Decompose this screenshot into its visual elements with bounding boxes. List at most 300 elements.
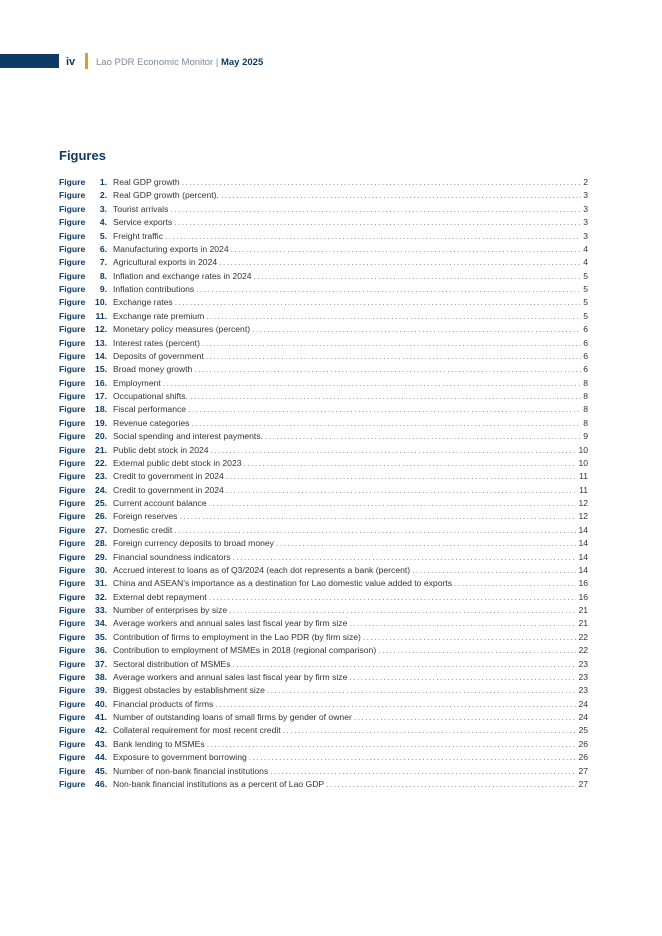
page-ref: 27 bbox=[578, 765, 588, 776]
page-ref: 8 bbox=[583, 404, 588, 415]
page-ref: 2 bbox=[583, 177, 588, 187]
figure-word: Figure bbox=[59, 230, 86, 241]
figure-number: 11. bbox=[95, 310, 107, 321]
header-divider bbox=[85, 53, 88, 69]
figure-word: Figure bbox=[59, 243, 86, 254]
figure-title: Exchange rates bbox=[113, 297, 173, 308]
figure-word: Figure bbox=[59, 377, 86, 388]
toc-entry[interactable] bbox=[59, 310, 588, 323]
figure-title: Real GDP growth (percent). bbox=[113, 190, 219, 201]
figure-word: Figure bbox=[59, 417, 86, 428]
figure-number: 10. bbox=[95, 297, 107, 308]
figure-number: 17. bbox=[95, 391, 107, 401]
figure-number: 20. bbox=[95, 431, 107, 442]
figure-label bbox=[59, 564, 113, 577]
figure-word: Figure bbox=[59, 284, 86, 294]
figure-title: External public debt stock in 2023 bbox=[113, 457, 242, 468]
dot-leader bbox=[326, 778, 576, 791]
page-ref: 4 bbox=[583, 257, 588, 268]
figure-title: Manufacturing exports in 2024 bbox=[113, 243, 229, 254]
figure-title: Inflation contributions bbox=[113, 284, 195, 294]
figure-title: Tourist arrivals bbox=[113, 203, 169, 214]
figure-label bbox=[59, 591, 113, 604]
figure-label bbox=[59, 350, 113, 363]
figure-label bbox=[59, 323, 113, 336]
figure-label bbox=[59, 631, 113, 644]
figure-label bbox=[59, 189, 113, 202]
toc-entry[interactable] bbox=[59, 644, 588, 657]
toc-entry[interactable] bbox=[59, 403, 588, 416]
figure-label bbox=[59, 751, 113, 764]
figure-number: 22. bbox=[95, 457, 107, 468]
figure-title: Service exports bbox=[113, 217, 173, 228]
figure-label bbox=[59, 390, 113, 403]
figure-number: 41. bbox=[95, 712, 107, 722]
figure-label bbox=[59, 711, 113, 724]
dot-leader bbox=[349, 617, 576, 630]
figure-title: Number of enterprises by size bbox=[113, 605, 228, 615]
figure-number: 21. bbox=[95, 444, 107, 455]
dot-leader bbox=[454, 577, 576, 590]
figure-title: Average workers and annual sales last fiscal year by firm size bbox=[113, 618, 348, 629]
figure-title: Fiscal performance bbox=[113, 404, 187, 415]
figure-word: Figure bbox=[59, 778, 86, 789]
page-ref: 21 bbox=[578, 618, 588, 629]
toc-entry[interactable] bbox=[59, 323, 588, 336]
figure-number: 35. bbox=[95, 631, 107, 642]
figure-number: 14. bbox=[95, 350, 107, 361]
dot-leader bbox=[174, 216, 581, 229]
figure-number: 29. bbox=[95, 551, 107, 562]
figure-number: 42. bbox=[95, 725, 107, 736]
figure-word: Figure bbox=[59, 190, 86, 201]
page-number: iv bbox=[66, 56, 76, 68]
dot-leader bbox=[233, 658, 577, 671]
figure-word: Figure bbox=[59, 484, 86, 495]
dot-leader bbox=[194, 363, 581, 376]
toc-entry[interactable] bbox=[59, 631, 588, 644]
dot-leader bbox=[267, 684, 577, 697]
dot-leader bbox=[283, 724, 577, 737]
figure-label bbox=[59, 363, 113, 376]
figure-word: Figure bbox=[59, 631, 86, 642]
figure-title: Occupational shifts. bbox=[113, 391, 188, 401]
figure-word: Figure bbox=[59, 658, 86, 669]
page-ref: 22 bbox=[578, 631, 588, 642]
figure-number: 36. bbox=[95, 645, 107, 656]
toc-entry[interactable] bbox=[59, 497, 588, 510]
figure-title: Foreign reserves bbox=[113, 511, 178, 522]
figure-word: Figure bbox=[59, 524, 86, 535]
toc-entry[interactable] bbox=[59, 203, 588, 216]
page-ref: 3 bbox=[583, 230, 588, 241]
page-ref: 3 bbox=[583, 217, 588, 228]
dot-leader bbox=[206, 310, 581, 323]
figure-number: 31. bbox=[95, 578, 107, 589]
figure-title: Collateral requirement for most recent credit bbox=[113, 725, 281, 736]
figure-word: Figure bbox=[59, 671, 86, 682]
page-ref: 26 bbox=[578, 738, 588, 749]
dot-leader bbox=[209, 591, 577, 604]
figure-label bbox=[59, 577, 113, 590]
figure-word: Figure bbox=[59, 404, 86, 415]
figure-label bbox=[59, 337, 113, 350]
section-title: Figures bbox=[59, 148, 106, 163]
page-ref: 5 bbox=[583, 297, 588, 308]
figure-word: Figure bbox=[59, 498, 86, 508]
dot-leader bbox=[190, 390, 581, 403]
figure-word: Figure bbox=[59, 591, 86, 602]
figure-title: Financial soundness indicators bbox=[113, 551, 231, 562]
toc-entry[interactable] bbox=[59, 176, 588, 189]
figure-title: Financial products of firms bbox=[113, 698, 214, 709]
figure-word: Figure bbox=[59, 270, 86, 281]
figure-title: Public debt stock in 2024 bbox=[113, 444, 209, 455]
figure-word: Figure bbox=[59, 297, 86, 308]
dot-leader bbox=[254, 270, 582, 283]
figure-label bbox=[59, 457, 113, 470]
header-color-bar bbox=[0, 54, 59, 68]
page-ref: 16 bbox=[578, 591, 588, 602]
figure-number: 3. bbox=[99, 203, 107, 214]
page-ref: 8 bbox=[583, 417, 588, 428]
figure-title: Average workers and annual sales last fiscal year by firm size bbox=[113, 671, 348, 682]
figure-title: Employment bbox=[113, 377, 161, 388]
figure-label bbox=[59, 444, 113, 457]
figure-number: 26. bbox=[95, 511, 107, 522]
figure-word: Figure bbox=[59, 471, 86, 482]
figure-word: Figure bbox=[59, 564, 86, 575]
figure-label bbox=[59, 765, 113, 778]
dot-leader bbox=[249, 751, 577, 764]
figure-label bbox=[59, 230, 113, 243]
figures-list bbox=[59, 176, 588, 791]
toc-entry[interactable] bbox=[59, 390, 588, 403]
toc-entry[interactable] bbox=[59, 684, 588, 697]
figure-number: 44. bbox=[95, 752, 107, 763]
page-ref: 14 bbox=[578, 524, 588, 535]
toc-entry[interactable] bbox=[59, 551, 588, 564]
figure-label bbox=[59, 671, 113, 684]
dot-leader bbox=[202, 337, 581, 350]
dot-leader bbox=[179, 510, 576, 523]
page-ref: 3 bbox=[583, 203, 588, 214]
dot-leader bbox=[215, 698, 576, 711]
page-ref: 14 bbox=[578, 564, 588, 575]
figure-label bbox=[59, 296, 113, 309]
figure-label bbox=[59, 724, 113, 737]
figure-word: Figure bbox=[59, 551, 86, 562]
figure-title: Freight traffic bbox=[113, 230, 163, 241]
figure-word: Figure bbox=[59, 457, 86, 468]
figure-title: Monetary policy measures (percent) bbox=[113, 324, 251, 335]
figure-title: Social spending and interest payments. bbox=[113, 431, 264, 442]
dot-leader bbox=[229, 604, 576, 617]
figure-label bbox=[59, 243, 113, 256]
figure-word: Figure bbox=[59, 511, 86, 522]
figure-label bbox=[59, 484, 113, 497]
figure-title: Sectoral distribution of MSMEs bbox=[113, 658, 231, 669]
figure-number: 46. bbox=[95, 778, 107, 789]
toc-entry[interactable] bbox=[59, 444, 588, 457]
toc-entry[interactable] bbox=[59, 189, 588, 202]
toc-entry[interactable] bbox=[59, 617, 588, 630]
dot-leader bbox=[175, 296, 582, 309]
toc-entry[interactable] bbox=[59, 564, 588, 577]
figure-title: Exchange rate premium bbox=[113, 310, 205, 321]
figure-label bbox=[59, 203, 113, 216]
figure-label bbox=[59, 684, 113, 697]
figure-word: Figure bbox=[59, 605, 86, 615]
page-ref: 11 bbox=[579, 484, 588, 495]
figure-title: China and ASEAN’s importance as a destination for Lao domestic value added to exports bbox=[113, 578, 453, 589]
figure-label bbox=[59, 403, 113, 416]
figure-number: 6. bbox=[99, 243, 107, 254]
figure-title: Bank lending to MSMEs bbox=[113, 738, 205, 749]
figure-number: 39. bbox=[95, 685, 107, 696]
figure-label bbox=[59, 470, 113, 483]
figure-word: Figure bbox=[59, 391, 86, 401]
figure-label bbox=[59, 216, 113, 229]
toc-entry[interactable] bbox=[59, 256, 588, 269]
toc-entry[interactable] bbox=[59, 591, 588, 604]
figure-label bbox=[59, 658, 113, 671]
dot-leader bbox=[206, 350, 581, 363]
toc-entry[interactable] bbox=[59, 537, 588, 550]
toc-entry[interactable] bbox=[59, 484, 588, 497]
page-ref: 14 bbox=[578, 551, 588, 562]
page-ref: 24 bbox=[578, 698, 588, 709]
figure-title: Real GDP growth bbox=[113, 177, 180, 187]
page-ref: 25 bbox=[578, 725, 588, 736]
figure-label bbox=[59, 551, 113, 564]
figure-number: 40. bbox=[95, 698, 107, 709]
dot-leader bbox=[349, 671, 576, 684]
toc-entry[interactable] bbox=[59, 417, 588, 430]
toc-entry[interactable] bbox=[59, 751, 588, 764]
toc-entry[interactable] bbox=[59, 738, 588, 751]
page-ref: 5 bbox=[583, 310, 588, 321]
figure-word: Figure bbox=[59, 431, 86, 442]
figure-number: 28. bbox=[95, 538, 107, 549]
figure-number: 27. bbox=[95, 524, 107, 535]
toc-entry[interactable] bbox=[59, 350, 588, 363]
page-ref: 22 bbox=[578, 645, 588, 656]
dot-leader bbox=[226, 484, 577, 497]
figure-word: Figure bbox=[59, 337, 86, 348]
page-ref: 14 bbox=[578, 538, 588, 549]
toc-entry[interactable] bbox=[59, 216, 588, 229]
figure-label bbox=[59, 417, 113, 430]
page-ref: 16 bbox=[578, 578, 588, 589]
page-ref: 23 bbox=[578, 671, 588, 682]
dot-leader bbox=[378, 644, 576, 657]
figure-word: Figure bbox=[59, 364, 86, 375]
figure-word: Figure bbox=[59, 257, 86, 268]
figure-word: Figure bbox=[59, 618, 86, 629]
figure-title: Number of outstanding loans of small firms by gender of owner bbox=[113, 712, 352, 722]
page-ref: 6 bbox=[583, 337, 588, 348]
toc-entry[interactable] bbox=[59, 270, 588, 283]
figure-word: Figure bbox=[59, 685, 86, 696]
figure-title: Inflation and exchange rates in 2024 bbox=[113, 270, 252, 281]
figure-word: Figure bbox=[59, 203, 86, 214]
page-ref: 5 bbox=[583, 270, 588, 281]
figure-number: 18. bbox=[95, 404, 107, 415]
toc-entry[interactable] bbox=[59, 577, 588, 590]
dot-leader bbox=[211, 444, 577, 457]
figure-title: Deposits of government bbox=[113, 350, 204, 361]
figure-word: Figure bbox=[59, 350, 86, 361]
toc-entry[interactable] bbox=[59, 604, 588, 617]
page-ref: 6 bbox=[583, 364, 588, 375]
figure-word: Figure bbox=[59, 444, 86, 455]
figure-title: Non-bank financial institutions as a percent of Lao GDP bbox=[113, 778, 325, 789]
toc-entry[interactable] bbox=[59, 658, 588, 671]
dot-leader bbox=[265, 430, 581, 443]
toc-entry[interactable] bbox=[59, 524, 588, 537]
figure-label bbox=[59, 698, 113, 711]
toc-entry[interactable] bbox=[59, 671, 588, 684]
figure-label bbox=[59, 176, 113, 189]
dot-leader bbox=[207, 738, 577, 751]
figure-label bbox=[59, 497, 113, 510]
figure-word: Figure bbox=[59, 752, 86, 763]
figure-number: 33. bbox=[95, 605, 107, 615]
figure-label bbox=[59, 510, 113, 523]
figure-number: 24. bbox=[95, 484, 107, 495]
page-ref: 10 bbox=[578, 457, 588, 468]
page-ref: 23 bbox=[578, 658, 588, 669]
toc-entry[interactable] bbox=[59, 430, 588, 443]
page-ref: 12 bbox=[578, 498, 588, 508]
dot-leader bbox=[270, 765, 576, 778]
dot-leader bbox=[219, 256, 581, 269]
dot-leader bbox=[191, 417, 581, 430]
figure-title: Foreign currency deposits to broad money bbox=[113, 538, 274, 549]
figure-number: 37. bbox=[95, 658, 107, 669]
figure-word: Figure bbox=[59, 217, 86, 228]
toc-entry[interactable] bbox=[59, 296, 588, 309]
toc-entry[interactable] bbox=[59, 698, 588, 711]
dot-leader bbox=[209, 497, 577, 510]
figure-label bbox=[59, 537, 113, 550]
figure-title: Revenue categories bbox=[113, 417, 190, 428]
figure-number: 38. bbox=[95, 671, 107, 682]
page-ref: 24 bbox=[578, 712, 588, 722]
toc-entry[interactable] bbox=[59, 363, 588, 376]
figure-title: Interest rates (percent) bbox=[113, 337, 200, 348]
figure-label bbox=[59, 617, 113, 630]
dot-leader bbox=[226, 470, 577, 483]
page-ref: 26 bbox=[578, 752, 588, 763]
toc-entry[interactable] bbox=[59, 470, 588, 483]
dot-leader bbox=[252, 323, 581, 336]
figure-word: Figure bbox=[59, 578, 86, 589]
figure-number: 8. bbox=[99, 270, 107, 281]
toc-entry[interactable] bbox=[59, 230, 588, 243]
figure-number: 23. bbox=[95, 471, 107, 482]
dot-leader bbox=[170, 203, 581, 216]
figure-word: Figure bbox=[59, 712, 86, 722]
dot-leader bbox=[221, 189, 581, 202]
toc-entry[interactable] bbox=[59, 765, 588, 778]
toc-entry[interactable] bbox=[59, 377, 588, 390]
dot-leader bbox=[163, 377, 581, 390]
figure-title: Accrued interest to loans as of Q3/2024 (each dot represents a bank (percent) bbox=[113, 564, 411, 575]
figure-title: Current account balance bbox=[113, 498, 207, 508]
dot-leader bbox=[354, 711, 577, 724]
figure-title: Contribution of firms to employment in the Lao PDR (by firm size) bbox=[113, 631, 361, 642]
figure-word: Figure bbox=[59, 765, 86, 776]
dot-leader bbox=[165, 230, 581, 243]
figure-number: 15. bbox=[95, 364, 107, 375]
dot-leader bbox=[231, 243, 582, 256]
dot-leader bbox=[276, 537, 576, 550]
figure-number: 13. bbox=[95, 337, 107, 348]
figure-number: 45. bbox=[95, 765, 107, 776]
figure-title: Number of non-bank financial institutions bbox=[113, 765, 269, 776]
figure-number: 43. bbox=[95, 738, 107, 749]
page-ref: 8 bbox=[583, 377, 588, 388]
figure-word: Figure bbox=[59, 324, 86, 335]
toc-entry[interactable] bbox=[59, 778, 588, 791]
figure-title: Exposure to government borrowing bbox=[113, 752, 247, 763]
figure-title: Domestic credit bbox=[113, 524, 173, 535]
figure-word: Figure bbox=[59, 645, 86, 656]
dot-leader bbox=[196, 283, 581, 296]
figure-word: Figure bbox=[59, 538, 86, 549]
figure-label bbox=[59, 283, 113, 296]
figure-title: External debt repayment bbox=[113, 591, 207, 602]
dot-leader bbox=[244, 457, 577, 470]
figure-label bbox=[59, 524, 113, 537]
figure-title: Contribution to employment of MSMEs in 2018 (regional comparison) bbox=[113, 645, 377, 656]
toc-entry[interactable] bbox=[59, 243, 588, 256]
figure-title: Broad money growth bbox=[113, 364, 193, 375]
figure-label bbox=[59, 778, 113, 791]
toc-entry[interactable] bbox=[59, 510, 588, 523]
figure-number: 30. bbox=[95, 564, 107, 575]
figure-word: Figure bbox=[59, 310, 86, 321]
figure-number: 4. bbox=[99, 217, 107, 228]
figure-number: 9. bbox=[99, 284, 107, 294]
figure-number: 19. bbox=[95, 417, 107, 428]
figure-word: Figure bbox=[59, 738, 86, 749]
figure-label bbox=[59, 644, 113, 657]
publication-date: May 2025 bbox=[220, 57, 264, 68]
figure-number: 34. bbox=[95, 618, 107, 629]
toc-entry[interactable] bbox=[59, 457, 588, 470]
figure-label bbox=[59, 270, 113, 283]
toc-entry[interactable] bbox=[59, 711, 588, 724]
page-ref: 27 bbox=[578, 778, 588, 789]
toc-entry[interactable] bbox=[59, 283, 588, 296]
page-ref: 21 bbox=[578, 605, 588, 615]
dot-leader bbox=[188, 403, 581, 416]
toc-entry[interactable] bbox=[59, 724, 588, 737]
figure-title: Credit to government in 2024 bbox=[113, 484, 224, 495]
figure-title: Credit to government in 2024 bbox=[113, 471, 224, 482]
page-ref: 12 bbox=[578, 511, 588, 522]
figure-number: 5. bbox=[99, 230, 107, 241]
header-separator: | bbox=[215, 57, 219, 68]
figure-label bbox=[59, 430, 113, 443]
dot-leader bbox=[363, 631, 577, 644]
page-ref: 8 bbox=[583, 391, 588, 401]
toc-entry[interactable] bbox=[59, 337, 588, 350]
figure-label bbox=[59, 377, 113, 390]
